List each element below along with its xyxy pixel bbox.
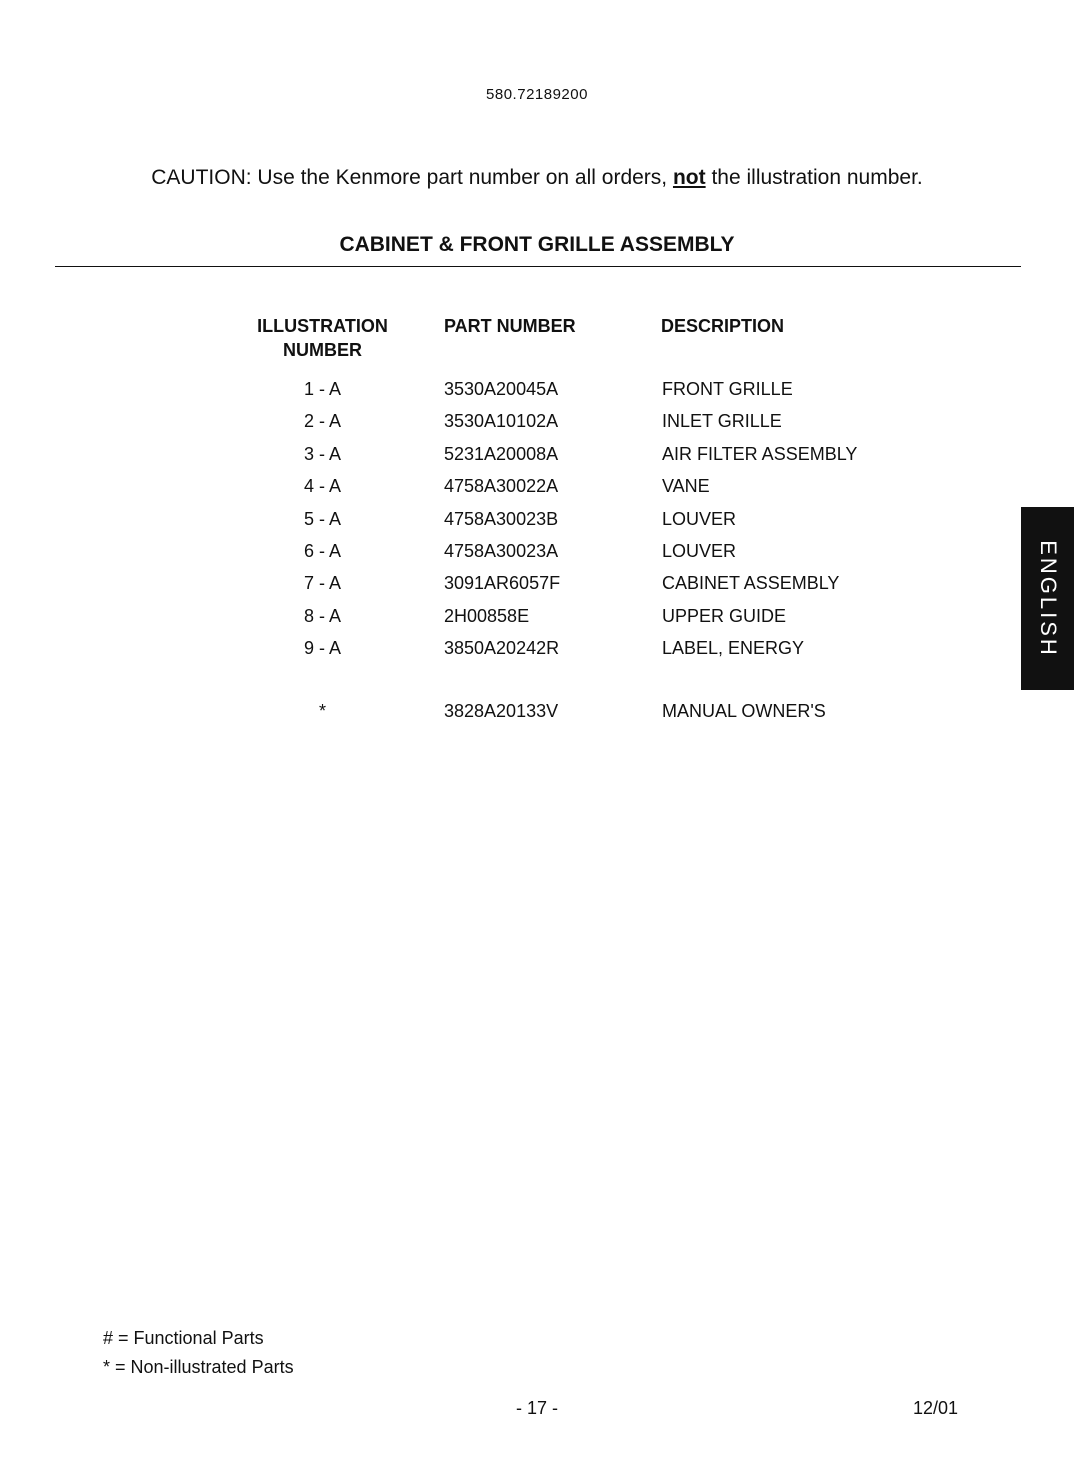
illustration-number: 7 - A <box>303 573 342 594</box>
table-row <box>0 474 1074 506</box>
part-number: 4758A30023B <box>444 508 559 529</box>
header-description: DESCRIPTION <box>661 316 785 336</box>
part-description: MANUAL OWNER'S <box>662 700 826 721</box>
language-tab-label: ENGLISH <box>1035 539 1061 658</box>
caution-emphasis: not <box>672 166 706 189</box>
illustration-number: 4 - A <box>303 476 342 497</box>
part-description: LABEL, ENERGY <box>662 638 805 659</box>
part-number: 4758A30022A <box>444 476 559 497</box>
page-number: - 17 - <box>515 1398 558 1418</box>
part-description: FRONT GRILLE <box>662 379 793 399</box>
illustration-number: 2 - A <box>303 411 342 432</box>
part-description: LOUVER <box>662 508 737 529</box>
table-row <box>0 571 1074 603</box>
header-illustration-number: ILLUSTRATION NUMBER <box>257 316 388 360</box>
part-description: CABINET ASSEMBLY <box>662 573 840 594</box>
caution-suffix: the illustration number. <box>705 166 923 189</box>
model-number: 580.72189200 <box>486 86 588 103</box>
part-description: VANE <box>662 476 710 497</box>
table-row <box>0 636 1074 668</box>
illustration-number: 5 - A <box>303 508 342 529</box>
table-row <box>0 604 1074 636</box>
part-description: AIR FILTER ASSEMBLY <box>662 443 858 464</box>
part-number: 3530A20045A <box>444 379 559 399</box>
part-number: 3828A20133V <box>444 700 559 721</box>
part-description: UPPER GUIDE <box>662 605 787 626</box>
illustration-number: 3 - A <box>303 443 342 464</box>
legend-functional: # = Functional Parts <box>103 1328 264 1348</box>
caution-note <box>0 166 1074 190</box>
part-description: LOUVER <box>662 540 737 561</box>
caution-prefix: CAUTION: Use the Kenmore part number on all orders, <box>151 166 673 189</box>
revision-date: 12/01 <box>913 1398 959 1418</box>
section-title: CABINET & FRONT GRILLE ASSEMBLY <box>339 233 735 256</box>
illustration-number: 9 - A <box>303 638 342 659</box>
table-row <box>0 507 1074 539</box>
part-number: 3850A20242R <box>444 638 560 659</box>
title-divider <box>55 266 1021 267</box>
table-row <box>0 409 1074 441</box>
illustration-number: 6 - A <box>303 540 342 561</box>
language-tab <box>1021 507 1074 690</box>
table-row <box>0 377 1074 409</box>
part-number: 3091AR6057F <box>444 573 561 594</box>
illustration-number: 1 - A <box>303 379 342 399</box>
parts-table <box>0 377 1074 731</box>
part-description: INLET GRILLE <box>662 411 782 432</box>
part-number: 3530A10102A <box>444 411 559 432</box>
part-number: 5231A20008A <box>444 443 559 464</box>
part-number: 4758A30023A <box>444 540 559 561</box>
header-part-number: PART NUMBER <box>444 316 576 336</box>
legend-non-illustrated: * = Non-illustrated Parts <box>103 1357 294 1377</box>
illustration-number: * <box>318 700 326 721</box>
table-row <box>0 539 1074 571</box>
table-row <box>0 442 1074 474</box>
illustration-number: 8 - A <box>303 605 342 626</box>
table-row <box>0 699 1074 731</box>
part-number: 2H00858E <box>444 605 530 626</box>
